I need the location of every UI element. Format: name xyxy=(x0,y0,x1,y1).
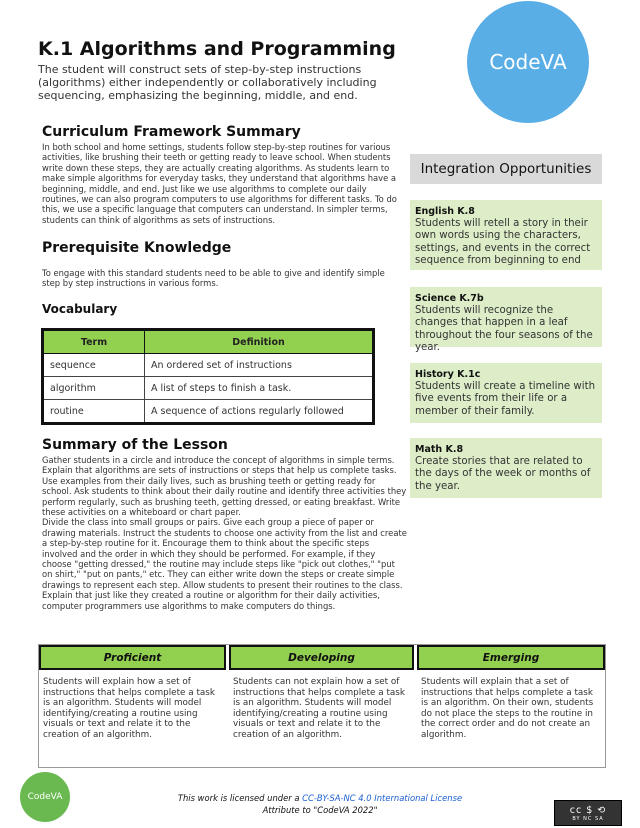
footer-logo-text: CodeVA xyxy=(27,792,63,802)
integration-heading: Integration Opportunities xyxy=(410,154,602,184)
integration-item-text: Students will create a timeline with five events from their life or a member of their family. xyxy=(415,381,596,417)
lesson-text: Gather students in a circle and introduce the concept of algorithms in simple terms. Explain that algorithms are sets of instructions or steps that help us complete tasks. Use examples from their daily lives, such as brushing teeth or getting ready for school. Ask students to think about their daily routine and identify three activities they perform regularly, such as brushing teeth, getting dressed, or eating breakfast. Write these activities on a whiteboard or chart paper. Divide the class into small groups or pairs. Give each group a piece of paper or drawing materials. Instruct the students to choose one activity from the list and create a step-by-step routine for it. Encourage them to think about the specific steps involved and the order in which they should be performed. For example, if they choose "getting dressed," the routine may include steps like "pick out clothes," "put on shirt," "put on pants," etc. They can either write down the steps or create simple drawings to represent each step. Allow students to present their routines to the class. Explain that just like they created a routine or algorithm for their daily activities, computer programmers use algorithms to make computers do things. xyxy=(42,455,407,611)
integration-item-text: Create stories that are related to the days of the week or months of the year. xyxy=(415,456,591,492)
rubric-description: Students will explain how a set of instructions that helps complete a task is an algorithm. Students will model identifying/creating a routine using visuals or text and relate it to the creation of an algorithm. xyxy=(43,677,215,740)
prerequisite-text: To engage with this standard students need to be able to give and identify simple step by step instructions in various forms. xyxy=(42,268,385,289)
integration-item-title: History K.1c xyxy=(415,369,481,380)
codeva-footer-logo xyxy=(20,772,70,822)
integration-item-text: Students will retell a story in their own words using the characters, settings, and events in the correct sequence from beginning to end xyxy=(415,218,591,267)
lesson-heading: Summary of the Lesson xyxy=(42,437,228,453)
rubric-column-emerging xyxy=(417,645,605,765)
vocab-term: routine xyxy=(43,400,145,424)
table-row xyxy=(43,354,374,377)
framework-text: In both school and home settings, students follow step-by-step routines for various activities, like brushing their teeth or getting ready to leave school. When students write down these steps, they are actually creating algorithms. As students learn to make simple algorithms for everyday tasks, they understand that algorithms have a beginning, middle, and end. Just like we use algorithms to complete our daily routines, we can also program computers to use algorithms for different tasks. To do this, we use a specific language that computers can understand. In simpler terms, students can think of algorithms as sets of instructions. xyxy=(42,142,397,225)
vocabulary-table xyxy=(41,328,375,425)
integration-item-history xyxy=(410,363,602,423)
vocab-term: algorithm xyxy=(43,377,145,400)
integration-item-title: Math K.8 xyxy=(415,444,464,455)
column-header-definition: Definition xyxy=(145,330,374,354)
rubric-level: Emerging xyxy=(417,645,605,670)
prerequisite-heading: Prerequisite Knowledge xyxy=(42,240,232,256)
cc-badge-labels: BY NC SA xyxy=(572,815,604,822)
vocab-definition: An ordered set of instructions xyxy=(145,354,374,377)
vocab-definition: A list of steps to finish a task. xyxy=(145,377,374,400)
column-header-term: Term xyxy=(43,330,145,354)
page-title: K.1 Algorithms and Programming xyxy=(38,38,396,60)
rubric-description: Students can not explain how a set of instructions that helps complete a task is an algorithm. Students will model identifying/creating a routine using visuals or text and relate it to the creation of an algorithm. xyxy=(233,677,405,740)
vocabulary-heading: Vocabulary xyxy=(42,302,118,316)
rubric-column-developing xyxy=(229,645,414,765)
framework-heading: Curriculum Framework Summary xyxy=(42,124,301,140)
attribution-text: Attribute to "CodeVA 2022" xyxy=(262,805,378,815)
table-header-row xyxy=(43,330,374,354)
rubric-column-proficient xyxy=(39,645,226,765)
integration-item-text: Students will recognize the changes that happen in a leaf throughout the four seasons of the year. xyxy=(415,305,593,354)
license-notice xyxy=(150,792,490,816)
integration-item-title: English K.8 xyxy=(415,206,475,217)
license-link[interactable]: CC-BY-SA-NC 4.0 International License xyxy=(302,793,463,803)
rubric-level: Proficient xyxy=(39,645,226,670)
integration-item-title: Science K.7b xyxy=(415,293,484,304)
codeva-logo xyxy=(467,1,589,123)
table-row xyxy=(43,377,374,400)
cc-license-badge[interactable] xyxy=(554,800,622,826)
integration-item-english xyxy=(410,200,602,270)
cc-badge-icon: cc $ ⟲ xyxy=(569,804,607,816)
rubric-description: Students will explain that a set of instructions that helps complete a task is an algorithm. On their own, students do not place the steps to the routine in the correct order and do not create an algorithm. xyxy=(421,677,594,740)
integration-item-science xyxy=(410,287,602,354)
rubric-level: Developing xyxy=(229,645,414,670)
vocab-term: sequence xyxy=(43,354,145,377)
assessment-rubric xyxy=(38,644,606,768)
table-row xyxy=(43,400,374,424)
vocab-definition: A sequence of actions regularly followed xyxy=(145,400,374,424)
standard-description: The student will construct sets of step-by-step instructions (algorithms) either independently or collaboratively including sequencing, emphasizing the beginning, middle, and end. xyxy=(38,63,377,102)
integration-item-math xyxy=(410,438,602,498)
codeva-logo-text: CodeVA xyxy=(489,50,567,74)
license-prefix: This work is licensed under a xyxy=(177,793,303,803)
